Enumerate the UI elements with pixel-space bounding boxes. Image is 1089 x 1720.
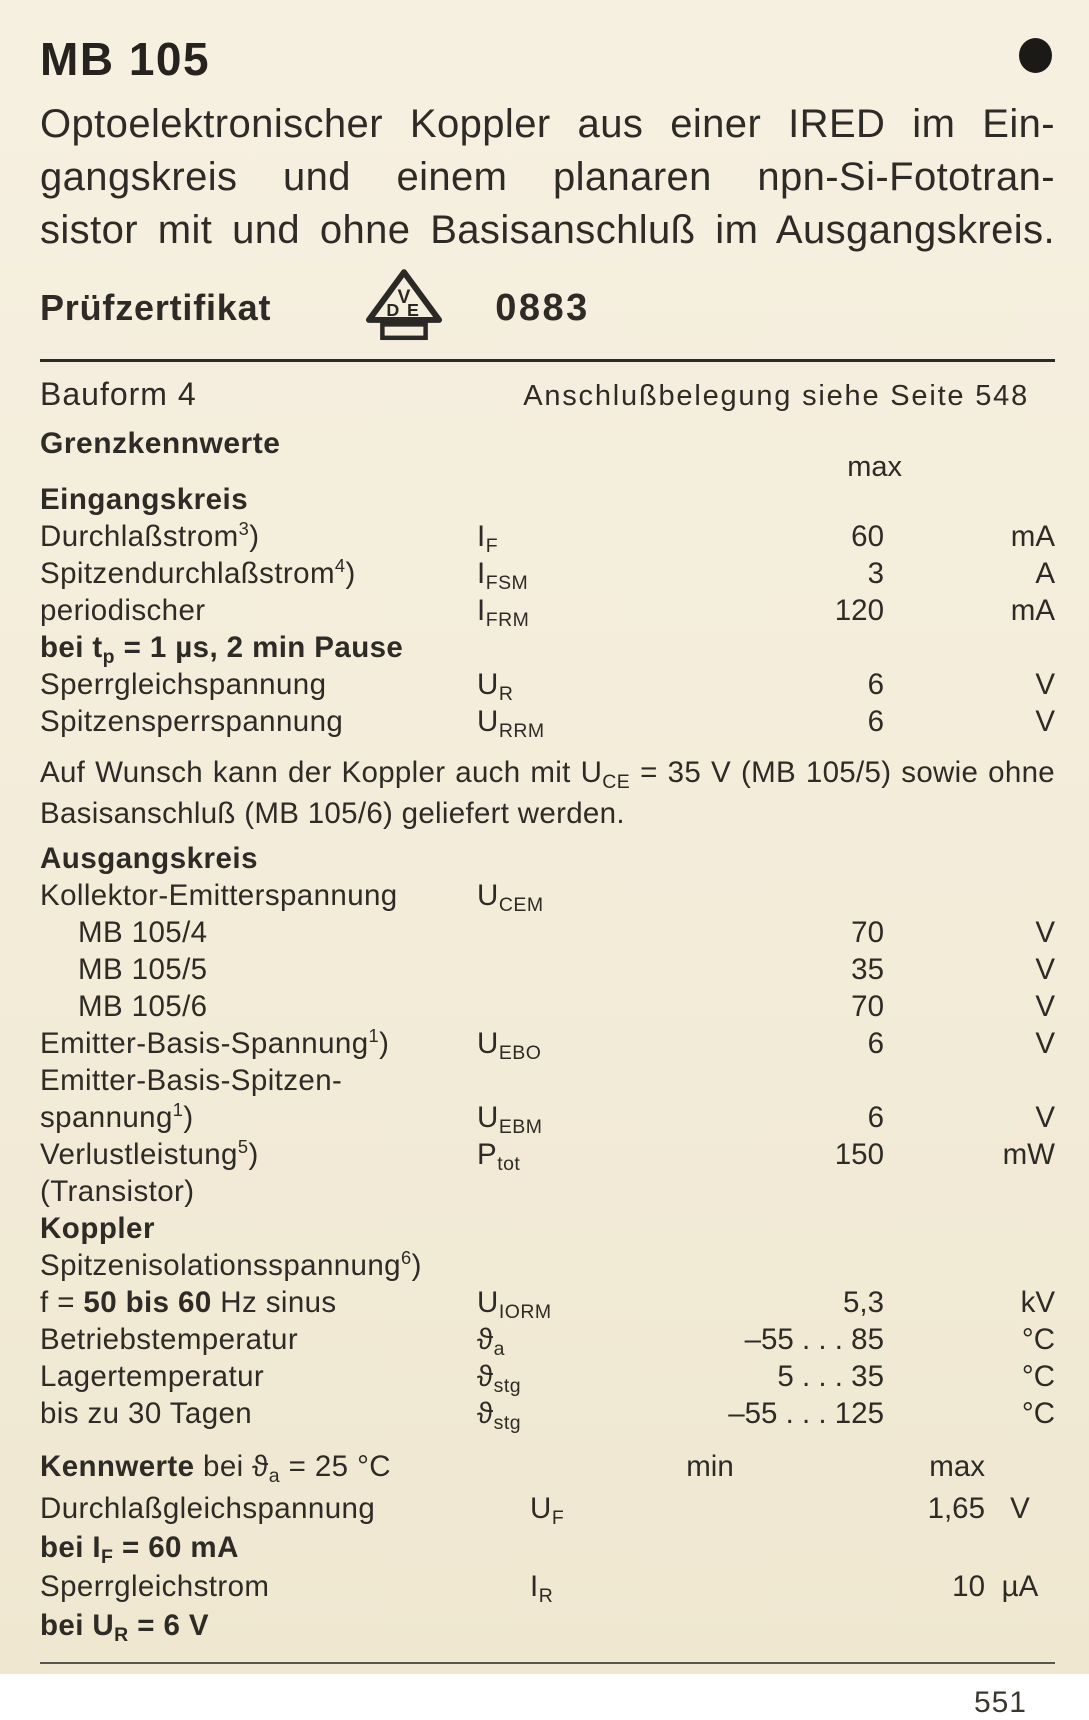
spec-label: bis zu 30 Tagen (40, 1397, 253, 1430)
spec-row (40, 990, 1055, 1027)
spec-symbol: $ϑ_a$ (477, 1323, 505, 1360)
spec-condition: bei $U_R = 6$ V (40, 1609, 209, 1646)
spec-unit: °C (1021, 1360, 1055, 1393)
spec-row (40, 1286, 1055, 1323)
note-line: Basisanschluß (MB 105/6) geliefert werden. (40, 797, 625, 830)
section-label: Ausgangskreis (40, 842, 258, 875)
spec-value: 60 (851, 520, 884, 553)
pinout-reference: Anschlußbelegung siehe Seite 548 (523, 380, 1029, 412)
spec-symbol: $ϑ_{stg}$ (477, 1360, 522, 1397)
page-number: 551 (973, 1686, 1027, 1719)
certificate-row (40, 265, 1055, 351)
page-title: MB 105 (40, 33, 211, 85)
limits-table (40, 483, 1055, 1434)
spec-label: MB 105/5 (78, 953, 208, 986)
spec-label: Betriebstemperatur (40, 1323, 299, 1356)
kennwerte-min-header: min (686, 1450, 734, 1483)
spec-label: Verlustleistung$^5$) (40, 1136, 259, 1171)
availability-note (40, 752, 1055, 834)
spec-label: Kollektor-Emitterspannung (40, 879, 398, 912)
spec-unit: V (1035, 1101, 1055, 1134)
vde-letter-d: D (386, 300, 400, 321)
spec-unit: kV (1020, 1286, 1055, 1319)
spec-label: (Transistor) (40, 1175, 195, 1208)
spacer (884, 427, 1055, 484)
bauform-label: Bauform 4 (40, 376, 197, 412)
spec-symbol: $P_{tot}$ (477, 1138, 521, 1175)
spec-label: Emitter-Basis-Spitzen- (40, 1064, 343, 1097)
spec-value: 5 . . . 35 (777, 1360, 884, 1393)
spec-label: Emitter-Basis-Spannung$^1$) (40, 1025, 390, 1060)
spec-symbol: $I_{FSM}$ (477, 557, 529, 594)
spec-symbol: $U_{CEM}$ (477, 879, 544, 916)
description-line: sistor mit und ohne Basisanschluß im Ausgangskreis. (40, 208, 1055, 252)
spec-unit: V (1035, 953, 1055, 986)
limits-header (40, 427, 1055, 483)
header-rule (40, 359, 1055, 362)
spec-condition: bei $t_p = 1$ µs, 2 min Pause (40, 631, 404, 668)
spec-row (40, 668, 1055, 705)
description-line: Optoelektronischer Koppler aus einer IRED im Ein- (40, 102, 1055, 146)
kennwerte-max-header: max (929, 1450, 985, 1483)
spec-label: Durchlaßgleichspannung (40, 1492, 376, 1525)
description-line: gangskreis und einem planaren npn-Si-Fototran- (40, 155, 1055, 199)
spec-row (40, 916, 1055, 953)
spec-symbol: $U_R$ (477, 668, 514, 705)
footer-rule (40, 1662, 1055, 1664)
spec-unit: µA (1001, 1570, 1039, 1603)
spec-symbol: $U_{EBM}$ (477, 1101, 543, 1138)
spec-symbol: $I_F$ (477, 520, 499, 557)
vde-letter-v: V (397, 285, 411, 308)
spec-row (40, 953, 1055, 990)
page-marker-dot-icon (1019, 38, 1052, 73)
vde-letter-e: E (407, 300, 420, 321)
section-heading (40, 483, 1055, 520)
note-line: Auf Wunsch kann der Koppler auch mit $U_{CE} = 35$ V (MB 105/5) sowie ohne (40, 756, 1055, 793)
spec-label: Lagertemperatur (40, 1360, 265, 1393)
spec-label: Sperrgleichspannung (40, 668, 327, 701)
spec-label: Spitzensperrspannung (40, 705, 344, 738)
certificate-label: Prüfzertifikat (40, 287, 272, 328)
bauform-row (40, 376, 1055, 413)
spec-row (40, 557, 1055, 594)
section-label: Koppler (40, 1212, 155, 1245)
spec-max-value: 10 (952, 1570, 985, 1603)
spec-value: –55 . . . 125 (728, 1397, 884, 1430)
spec-row (40, 1492, 1055, 1531)
spec-unit: V (1035, 705, 1055, 738)
spec-row (40, 1175, 1055, 1212)
spec-unit: mA (1010, 594, 1055, 627)
spec-unit: V (1035, 1027, 1055, 1060)
spec-symbol: $I_R$ (530, 1570, 554, 1607)
spec-row (40, 705, 1055, 742)
spec-row (40, 594, 1055, 631)
spec-unit: mW (1002, 1138, 1055, 1171)
spec-value: 120 (834, 594, 884, 627)
spec-row (40, 1609, 1055, 1648)
spec-unit: °C (1021, 1323, 1055, 1356)
spec-value: 3 (867, 557, 884, 590)
spec-symbol: $I_{FRM}$ (477, 594, 530, 631)
spec-label: Sperrgleichstrom (40, 1570, 270, 1603)
product-description (40, 98, 1055, 257)
spec-row (40, 1397, 1055, 1434)
certificate-number: 0883 (495, 286, 590, 329)
spec-unit: A (1035, 557, 1055, 590)
section-label: Eingangskreis (40, 483, 249, 516)
spec-row (40, 879, 1055, 916)
spec-unit: mA (1010, 520, 1055, 553)
header (40, 34, 1055, 88)
spec-row (40, 1531, 1055, 1570)
spec-unit: V (1035, 668, 1055, 701)
spec-row (40, 1570, 1055, 1609)
spec-label: Spitzendurchlaßstrom$^4$) (40, 555, 356, 590)
spec-row (40, 631, 1055, 668)
spec-value: 6 (867, 668, 884, 701)
kennwerte-heading: Kennwerte bei $ϑ_a = 25$ °C (40, 1450, 391, 1487)
spec-row (40, 1027, 1055, 1064)
spec-unit: V (1010, 1492, 1030, 1525)
spec-unit: V (1035, 990, 1055, 1023)
spec-value: –55 . . . 85 (744, 1323, 884, 1356)
spec-symbol: $U_{IORM}$ (477, 1286, 552, 1323)
kennwerte-header (40, 1450, 1055, 1492)
limits-heading: Grenzkennwerte (40, 427, 281, 460)
spec-row (40, 1064, 1055, 1101)
spec-value: 150 (834, 1138, 884, 1171)
section-heading (40, 842, 1055, 879)
spec-row (40, 1101, 1055, 1138)
spec-label: periodischer (40, 594, 206, 627)
spec-row (40, 520, 1055, 557)
spec-value: 70 (851, 990, 884, 1023)
spec-value: 35 (851, 953, 884, 986)
spec-label: MB 105/6 (78, 990, 208, 1023)
spec-label: spannung$^1$) (40, 1099, 194, 1134)
spec-value: 6 (867, 1101, 884, 1134)
spec-row (40, 1360, 1055, 1397)
spec-value: 6 (867, 705, 884, 738)
spec-row (40, 1249, 1055, 1286)
spec-max-value: 1,65 (927, 1492, 985, 1525)
spec-label: MB 105/4 (78, 916, 208, 949)
spec-row (40, 1323, 1055, 1360)
spec-value: 5,3 (842, 1286, 884, 1319)
section-heading (40, 1212, 1055, 1249)
spec-label: Spitzenisolationsspannung$^6$) (40, 1247, 422, 1282)
spec-value: 6 (867, 1027, 884, 1060)
limits-max-header: max (847, 451, 902, 483)
spec-row (40, 1138, 1055, 1175)
spec-unit: °C (1021, 1397, 1055, 1430)
spec-symbol: $U_F$ (530, 1492, 565, 1529)
vde-triangle-logo-icon (363, 265, 445, 351)
spec-symbol: $U_{RRM}$ (477, 705, 545, 742)
spec-unit: V (1035, 916, 1055, 949)
spec-value: 70 (851, 916, 884, 949)
spec-label: Durchlaßstrom$^3$) (40, 518, 260, 553)
spec-symbol: $ϑ_{stg}$ (477, 1397, 522, 1434)
spec-label: f = 50 bis 60 Hz sinus (40, 1286, 337, 1319)
kennwerte-table (40, 1492, 1055, 1648)
spec-condition: bei $I_F = 60$ mA (40, 1531, 239, 1568)
spec-symbol: $U_{EBO}$ (477, 1027, 542, 1064)
